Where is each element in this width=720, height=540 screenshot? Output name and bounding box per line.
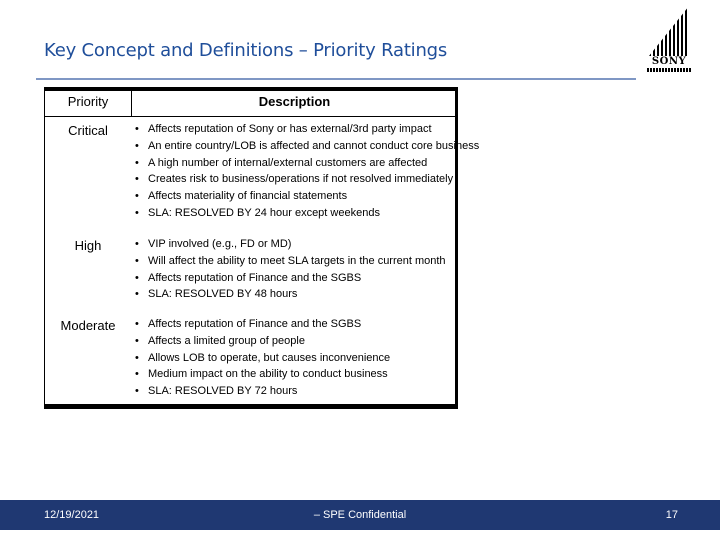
sony-logo bbox=[645, 6, 693, 74]
header-priority: Priority bbox=[67, 94, 109, 109]
list-item-text: Creates risk to business/operations if not resolved immediately bbox=[148, 173, 454, 186]
list-item bbox=[135, 286, 457, 303]
list-item bbox=[135, 155, 457, 172]
list-item-text: Affects a limited group of people bbox=[148, 334, 305, 347]
bullet-icon: • bbox=[135, 368, 139, 381]
bullet-icon: • bbox=[135, 254, 139, 267]
footer-date: 12/19/2021 bbox=[44, 509, 100, 521]
bullet-icon: • bbox=[135, 190, 139, 203]
bullet-icon: • bbox=[135, 385, 139, 398]
list-item bbox=[135, 270, 457, 287]
list-item bbox=[135, 188, 457, 205]
list-item-text: Affects materiality of financial statements bbox=[148, 190, 348, 203]
list-item bbox=[135, 383, 457, 400]
list-item-text: Will affect the ability to meet SLA targets in the current month bbox=[148, 254, 446, 267]
page-number: 17 bbox=[665, 509, 678, 521]
table-bottom-border bbox=[45, 404, 457, 408]
bullet-icon: • bbox=[135, 351, 139, 364]
priority-table bbox=[44, 87, 480, 409]
bullet-icon: • bbox=[135, 206, 139, 219]
slide-title: Key Concept and Definitions – Priority Ratings bbox=[44, 40, 448, 61]
bullet-icon: • bbox=[135, 318, 139, 330]
list-item-text: An entire country/LOB is affected and cannot conduct core business bbox=[148, 139, 480, 152]
priority-label: Moderate bbox=[60, 318, 116, 333]
list-item-text: SLA: RESOLVED BY 24 hour except weekends bbox=[148, 206, 380, 219]
list-item bbox=[135, 350, 457, 367]
header-description: Description bbox=[258, 94, 331, 109]
list-item-text: Affects reputation of Finance and the SGBS bbox=[148, 318, 362, 330]
bullet-icon: • bbox=[135, 173, 139, 186]
logo-name: SONY bbox=[651, 56, 687, 67]
logo-subtitle-mark bbox=[647, 68, 691, 72]
list-item-text: A high number of internal/external customers are affected bbox=[148, 156, 428, 169]
list-item bbox=[135, 138, 480, 155]
bullet-icon: • bbox=[135, 334, 139, 347]
list-item bbox=[135, 253, 457, 270]
list-item-text: Allows LOB to operate, but causes inconvenience bbox=[148, 351, 391, 364]
bullet-icon: • bbox=[135, 238, 139, 250]
list-item bbox=[135, 366, 457, 383]
list-item-text: SLA: RESOLVED BY 48 hours bbox=[148, 288, 298, 301]
list-item-text: Medium impact on the ability to conduct business bbox=[148, 368, 388, 381]
bullet-icon: • bbox=[135, 156, 139, 169]
list-item bbox=[135, 316, 457, 333]
priority-label: High bbox=[74, 238, 102, 253]
description-list bbox=[135, 236, 457, 303]
list-item bbox=[135, 121, 457, 138]
description-list bbox=[135, 316, 457, 400]
footer-confidential: – SPE Confidential bbox=[313, 509, 407, 521]
list-item bbox=[135, 205, 457, 222]
table-top-border bbox=[45, 88, 457, 91]
header-divider bbox=[45, 116, 457, 117]
bullet-icon: • bbox=[135, 271, 139, 284]
bullet-icon: • bbox=[135, 123, 139, 135]
list-item-text: SLA: RESOLVED BY 72 hours bbox=[148, 385, 298, 398]
list-item bbox=[135, 171, 457, 188]
list-item-text: Affects reputation of Sony or has external/3rd party impact bbox=[148, 123, 432, 135]
list-item-text: Affects reputation of Finance and the SGBS bbox=[148, 271, 362, 284]
list-item bbox=[135, 236, 457, 253]
list-item-text: VIP involved (e.g., FD or MD) bbox=[148, 238, 292, 250]
description-list bbox=[135, 121, 480, 222]
bullet-icon: • bbox=[135, 139, 139, 152]
list-item bbox=[135, 333, 457, 350]
priority-label: Critical bbox=[68, 123, 108, 138]
bullet-icon: • bbox=[135, 288, 139, 301]
logo-stripes bbox=[649, 6, 689, 56]
title-underline bbox=[36, 78, 636, 80]
